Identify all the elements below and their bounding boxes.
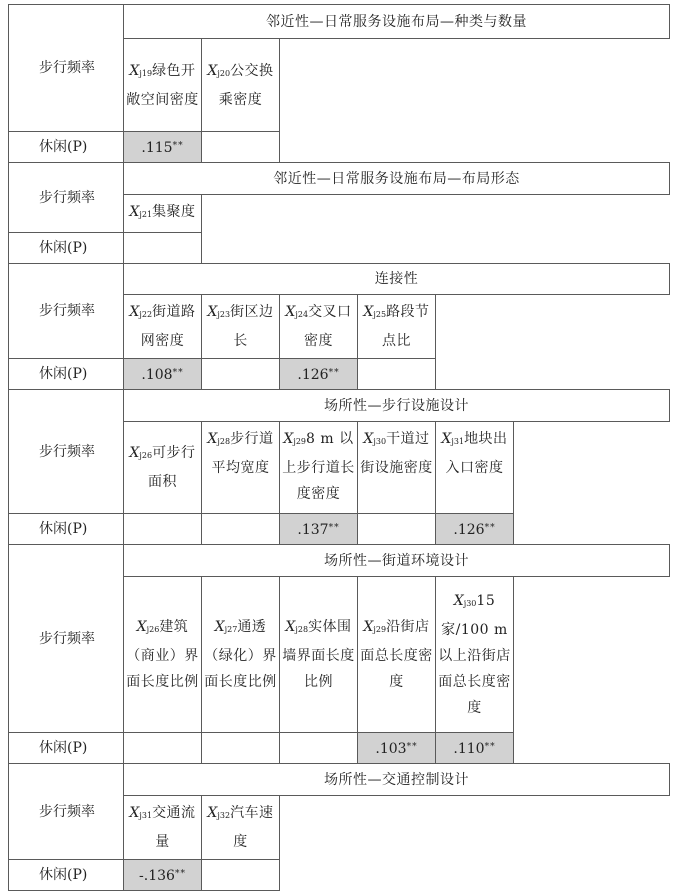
indicator-name: 15 家/100 m 以上沿街店面总长度密度 <box>438 593 511 716</box>
variable-symbol: X <box>129 304 140 320</box>
coefficient-value: .126 <box>297 367 329 383</box>
variable-symbol: X <box>283 431 294 447</box>
indicator-header <box>124 577 202 733</box>
coefficient-value: .115 <box>141 140 173 156</box>
empty-cell <box>280 860 670 891</box>
coefficient-cell <box>124 733 202 764</box>
indicator-header <box>124 422 202 514</box>
section-title: 连接性 <box>124 264 670 295</box>
coefficient-cell <box>124 514 202 545</box>
empty-cell <box>436 359 670 390</box>
indicator-name: 步行道平均宽度 <box>211 431 274 476</box>
variable-subscript: j29 <box>293 437 307 446</box>
empty-cell <box>514 733 670 764</box>
significance-mark: ** <box>484 523 496 533</box>
empty-cell <box>202 195 670 233</box>
indicator-header <box>124 295 202 359</box>
variable-symbol: X <box>441 431 452 447</box>
variable-symbol: X <box>129 805 140 821</box>
variable-subscript: j24 <box>295 310 309 319</box>
coefficient-cell <box>202 733 280 764</box>
indicator-header <box>436 577 514 733</box>
coefficient-cell <box>124 860 202 891</box>
significance-mark: ** <box>484 742 496 752</box>
empty-cell <box>514 577 670 733</box>
coefficient-cell <box>358 733 436 764</box>
variable-symbol: X <box>136 619 147 635</box>
coefficient-cell <box>358 514 436 545</box>
indicator-header <box>202 577 280 733</box>
variable-subscript: j26 <box>146 625 160 634</box>
walk-frequency-label: 步行频率 <box>9 264 124 359</box>
leisure-row-label: 休闲(P) <box>9 233 124 264</box>
variable-subscript: j29 <box>373 625 387 634</box>
indicator-name: 8 m 以上步行道长度密度 <box>282 431 355 502</box>
indicator-header <box>202 295 280 359</box>
empty-cell <box>280 132 670 163</box>
coefficient-cell <box>280 733 358 764</box>
indicator-header <box>436 422 514 514</box>
coefficient-cell <box>202 514 280 545</box>
variable-symbol: X <box>207 304 218 320</box>
section-title: 邻近性—日常服务设施布局—布局形态 <box>124 163 670 195</box>
significance-mark: ** <box>172 368 184 378</box>
indicator-name: 沿街店面总长度密度 <box>360 619 433 690</box>
significance-mark: ** <box>174 869 186 879</box>
walk-frequency-label: 步行频率 <box>9 5 124 132</box>
coefficient-cell <box>280 514 358 545</box>
indicator-header <box>124 796 202 860</box>
variable-subscript: j30 <box>463 599 477 608</box>
indicator-name: 街区边长 <box>230 304 274 349</box>
indicator-name: 绿色开敞空间密度 <box>126 62 199 108</box>
indicator-header <box>280 422 358 514</box>
indicator-name: 交叉口密度 <box>304 304 352 349</box>
empty-cell <box>202 233 670 264</box>
section-title: 场所性—步行设施设计 <box>124 390 670 422</box>
indicator-name: 交通流量 <box>152 805 196 850</box>
variable-subscript: j30 <box>373 437 387 446</box>
section-title: 场所性—街道环境设计 <box>124 545 670 577</box>
indicator-name: 汽车速度 <box>230 805 274 850</box>
empty-cell <box>280 796 670 860</box>
variable-symbol: X <box>363 431 374 447</box>
indicator-name: 路段节点比 <box>382 304 430 349</box>
coefficient-value: .137 <box>297 522 329 538</box>
variable-symbol: X <box>207 62 218 79</box>
indicator-header <box>202 39 280 132</box>
walk-frequency-label: 步行频率 <box>9 545 124 733</box>
variable-subscript: j25 <box>373 310 387 319</box>
significance-mark: ** <box>328 368 340 378</box>
variable-symbol: X <box>129 62 140 79</box>
coefficient-value: -.136 <box>139 868 175 884</box>
indicator-header <box>202 422 280 514</box>
indicator-name: 实体围墙界面长度比例 <box>282 619 355 690</box>
variable-symbol: X <box>453 593 464 609</box>
variable-symbol: X <box>285 619 296 635</box>
leisure-row-label: 休闲(P) <box>9 359 124 390</box>
variable-subscript: j27 <box>224 625 238 634</box>
variable-subscript: j28 <box>217 437 231 446</box>
coefficient-value: .108 <box>141 367 173 383</box>
leisure-row-label: 休闲(P) <box>9 860 124 891</box>
leisure-row-label: 休闲(P) <box>9 514 124 545</box>
variable-subscript: j20 <box>217 68 231 78</box>
coefficient-cell <box>436 733 514 764</box>
variable-subscript: j26 <box>139 451 153 460</box>
variable-subscript: j32 <box>217 811 231 820</box>
variable-symbol: X <box>363 304 374 320</box>
empty-cell <box>436 295 670 359</box>
correlation-table <box>8 4 670 891</box>
indicator-name: 干道过街设施密度 <box>360 431 433 476</box>
coefficient-value: .110 <box>453 741 485 757</box>
indicator-header <box>358 295 436 359</box>
coefficient-value: .103 <box>375 741 407 757</box>
coefficient-cell <box>358 359 436 390</box>
coefficient-value: .126 <box>453 522 485 538</box>
variable-symbol: X <box>129 204 140 220</box>
significance-mark: ** <box>172 141 184 151</box>
significance-mark: ** <box>328 523 340 533</box>
empty-cell <box>280 39 670 132</box>
variable-subscript: j31 <box>139 811 153 820</box>
empty-cell <box>514 422 670 514</box>
leisure-row-label: 休闲(P) <box>9 132 124 163</box>
indicator-name: 可步行面积 <box>148 445 196 490</box>
indicator-name: 公交换乘密度 <box>218 62 274 108</box>
coefficient-cell <box>202 132 280 163</box>
significance-mark: ** <box>406 742 418 752</box>
variable-symbol: X <box>129 445 140 461</box>
indicator-header <box>124 195 202 233</box>
variable-symbol: X <box>207 431 218 447</box>
indicator-name: 地块出入口密度 <box>445 431 508 476</box>
variable-symbol: X <box>363 619 374 635</box>
coefficient-cell <box>124 359 202 390</box>
variable-subscript: j19 <box>139 68 153 78</box>
walk-frequency-label: 步行频率 <box>9 390 124 514</box>
variable-subscript: j28 <box>295 625 309 634</box>
indicator-name: 建筑（商业）界面长度比例 <box>126 619 199 690</box>
variable-symbol: X <box>214 619 225 635</box>
variable-subscript: j31 <box>451 437 465 446</box>
variable-subscript: j22 <box>139 310 153 319</box>
variable-symbol: X <box>207 805 218 821</box>
indicator-header <box>280 577 358 733</box>
coefficient-cell <box>280 359 358 390</box>
section-title: 场所性—交通控制设计 <box>124 764 670 796</box>
coefficient-cell <box>436 514 514 545</box>
indicator-header <box>124 39 202 132</box>
empty-cell <box>514 514 670 545</box>
walk-frequency-label: 步行频率 <box>9 163 124 233</box>
variable-subscript: j21 <box>139 210 153 219</box>
indicator-header <box>280 295 358 359</box>
coefficient-cell <box>202 860 280 891</box>
coefficient-cell <box>202 359 280 390</box>
coefficient-cell <box>124 132 202 163</box>
indicator-header <box>202 796 280 860</box>
variable-symbol: X <box>285 304 296 320</box>
leisure-row-label: 休闲(P) <box>9 733 124 764</box>
indicator-name: 街道路网密度 <box>140 304 196 349</box>
indicator-name: 集聚度 <box>152 204 196 220</box>
coefficient-cell <box>124 233 202 264</box>
indicator-header <box>358 577 436 733</box>
section-title: 邻近性—日常服务设施布局—种类与数量 <box>124 5 670 39</box>
indicator-header <box>358 422 436 514</box>
variable-subscript: j23 <box>217 310 231 319</box>
indicator-name: 通透（绿化）界面长度比例 <box>204 619 277 690</box>
walk-frequency-label: 步行频率 <box>9 764 124 860</box>
